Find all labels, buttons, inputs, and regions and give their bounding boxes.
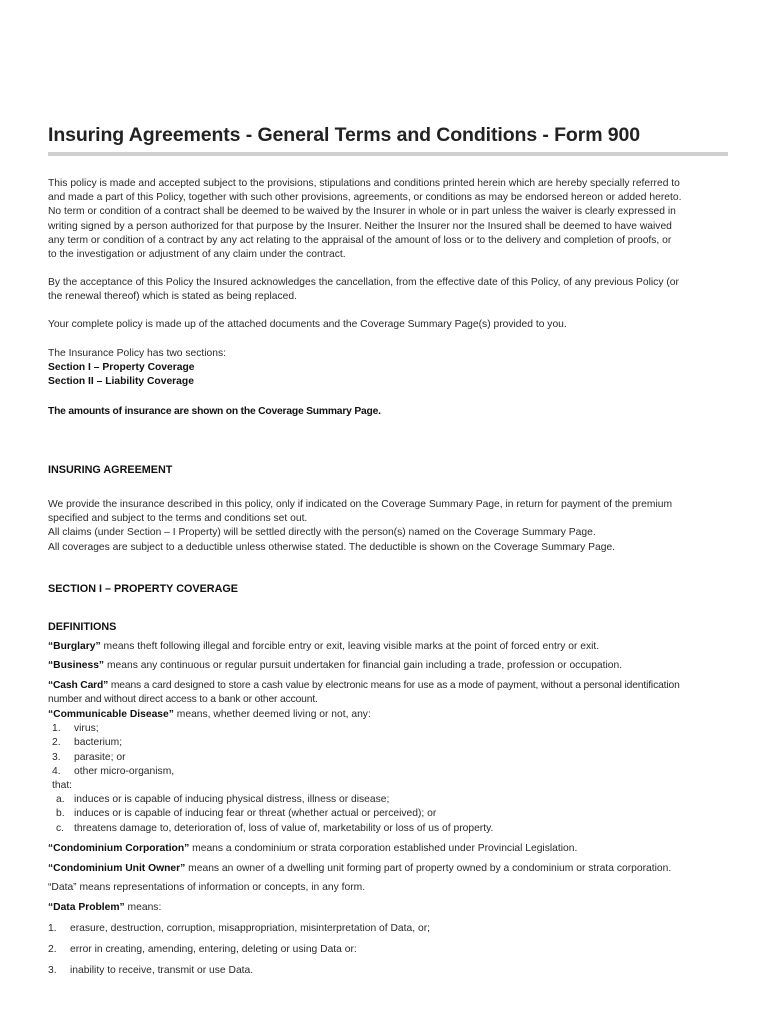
list-number: 2. bbox=[48, 944, 57, 955]
definition-business bbox=[48, 659, 738, 673]
list-text: bacterium; bbox=[74, 737, 123, 749]
text-line: The amounts of insurance are shown on the Coverage Summary Page. bbox=[48, 406, 381, 417]
definition-text: means an owner of a dwelling unit forming part of property owned by a condominium or strata corporation. bbox=[185, 863, 672, 874]
definition-term: “Condominium Corporation” bbox=[48, 843, 190, 854]
list-text: induces or is capable of inducing fear or threat (whether actual or perceived); or bbox=[74, 808, 437, 820]
definition-term: “Cash Card” bbox=[48, 680, 109, 691]
definitions-heading bbox=[48, 620, 738, 634]
text-line: By the acceptance of this Policy the Insured acknowledges the cancellation, from the effective date of this Policy, of any previous Policy (or bbox=[48, 277, 679, 288]
definition-data-problem bbox=[48, 901, 738, 915]
list-number: 3. bbox=[52, 751, 61, 763]
definition-condominium-corporation bbox=[48, 842, 738, 856]
definition-condominium-unit-owner bbox=[48, 862, 738, 876]
list-item bbox=[48, 822, 738, 836]
definition-text: number and without direct access to a bank or other account. bbox=[48, 694, 318, 706]
definition-text: means theft following illegal and forcible entry or exit, leaving visible marks at the point of forced entry or exit. bbox=[100, 641, 600, 652]
definition-cash-card bbox=[48, 679, 738, 707]
text-line: to the investigation or adjustment of any claim under the contract. bbox=[48, 249, 346, 261]
definition-term: “Data Problem” bbox=[48, 902, 125, 913]
text-line: All claims (under Section – I Property) will be settled directly with the person(s) named on the Coverage Summary Page. bbox=[48, 527, 596, 539]
property-coverage-heading bbox=[48, 582, 738, 596]
section-heading: INSURING AGREEMENT bbox=[48, 464, 173, 476]
list-text: erasure, destruction, corruption, misappropriation, misinterpretation of Data, or; bbox=[70, 923, 430, 934]
data-problem-item-1 bbox=[48, 922, 738, 936]
text-line: and made a part of this Policy, together with such other provisions, agreements, or conditions as may be endorsed hereon or added hereto. bbox=[48, 192, 682, 204]
list-number: 1. bbox=[52, 723, 61, 735]
section-heading: SECTION I – PROPERTY COVERAGE bbox=[48, 583, 238, 595]
definition-text: “Data” means representations of information or concepts, in any form. bbox=[48, 882, 366, 893]
page-title: Insuring Agreements - General Terms and Conditions - Form 900 bbox=[48, 124, 641, 146]
list-letter: a. bbox=[56, 794, 65, 806]
title-underline bbox=[48, 152, 728, 156]
text-line: We provide the insurance described in this policy, only if indicated on the Coverage Summary Page, in return for payment of the premium bbox=[48, 499, 673, 510]
definition-text: means: bbox=[124, 902, 162, 913]
section-1-label: Section I – Property Coverage bbox=[48, 362, 195, 374]
text-line: This policy is made and accepted subject to the provisions, stipulations and conditions printed herein which are hereby specially referred to bbox=[48, 178, 680, 189]
text-line: Your complete policy is made up of the attached documents and the Coverage Summary Page(s) provided to you. bbox=[48, 319, 567, 330]
insuring-agreement-body bbox=[48, 498, 738, 555]
text-line: The Insurance Policy has two sections: bbox=[48, 348, 226, 359]
list-text: induces or is capable of inducing physical distress, illness or disease; bbox=[74, 794, 390, 806]
definition-burglary bbox=[48, 640, 738, 654]
section-heading: DEFINITIONS bbox=[48, 621, 117, 633]
insuring-agreement-heading bbox=[48, 463, 738, 477]
data-problem-item-3 bbox=[48, 964, 738, 978]
list-number: 4. bbox=[52, 765, 61, 777]
list-letter: b. bbox=[56, 808, 65, 820]
list-text: error in creating, amending, entering, deleting or using Data or: bbox=[70, 944, 357, 955]
policy-sections bbox=[48, 347, 738, 390]
list-letter: c. bbox=[56, 822, 65, 834]
list-item bbox=[48, 793, 738, 807]
list-number: 1. bbox=[48, 923, 57, 934]
section-2-label: Section II – Liability Coverage bbox=[48, 376, 194, 388]
definition-term: “Burglary” bbox=[48, 641, 101, 652]
text-line: specified and subject to the terms and conditions set out. bbox=[48, 513, 308, 525]
text-line: No term or condition of a contract shall be deemed to be waived by the Insurer in whole or in part unless the waiver is clearly expressed in bbox=[48, 206, 676, 218]
list-item bbox=[48, 736, 738, 750]
list-item bbox=[48, 807, 738, 821]
list-text: virus; bbox=[74, 723, 99, 735]
intro-paragraph-3 bbox=[48, 318, 738, 332]
text-line: All coverages are subject to a deductible unless otherwise stated. The deductible is shown on the Coverage Summary Page. bbox=[48, 541, 616, 553]
list-number: 3. bbox=[48, 965, 57, 976]
list-item bbox=[48, 722, 738, 736]
text-line: that: bbox=[52, 780, 73, 792]
definition-term: “Communicable Disease” bbox=[48, 709, 174, 720]
definition-text: means any continuous or regular pursuit undertaken for financial gain including a trade, profession or occupation. bbox=[104, 660, 623, 671]
text-line: the renewal thereof) which is stated as being replaced. bbox=[48, 291, 297, 303]
list-item bbox=[48, 751, 738, 765]
amounts-note bbox=[48, 405, 738, 419]
list-text: inability to receive, transmit or use Data. bbox=[70, 965, 254, 976]
list-text: threatens damage to, deterioration of, loss of value of, marketability or loss of us of property. bbox=[74, 822, 494, 834]
intro-paragraph-2 bbox=[48, 276, 738, 304]
data-problem-item-2 bbox=[48, 943, 738, 957]
definition-text: means, whether deemed living or not, any: bbox=[173, 709, 371, 720]
definition-term: “Business” bbox=[48, 660, 105, 671]
text-line: writing signed by a person authorized for that purpose by the Insurer. Neither the Insurer nor the Insured shall be deemed to have waived bbox=[48, 220, 672, 232]
definition-term: “Condominium Unit Owner” bbox=[48, 863, 186, 874]
definition-communicable-disease bbox=[48, 708, 738, 836]
list-number: 2. bbox=[52, 737, 61, 749]
definition-data bbox=[48, 881, 738, 895]
text-line: any term or condition of a contract by any act relating to the appraisal of the amount of loss or to the delivery and completion of proofs, or bbox=[48, 234, 672, 246]
list-text: parasite; or bbox=[74, 751, 126, 763]
list-text: other micro-organism, bbox=[74, 765, 175, 777]
definition-text: means a card designed to store a cash value by electronic means for use as a mode of payment, without a personal identification bbox=[108, 680, 680, 691]
definition-text: means a condominium or strata corporation established under Provincial Legislation. bbox=[189, 843, 578, 854]
list-item bbox=[48, 765, 738, 779]
intro-paragraph-1 bbox=[48, 177, 738, 262]
